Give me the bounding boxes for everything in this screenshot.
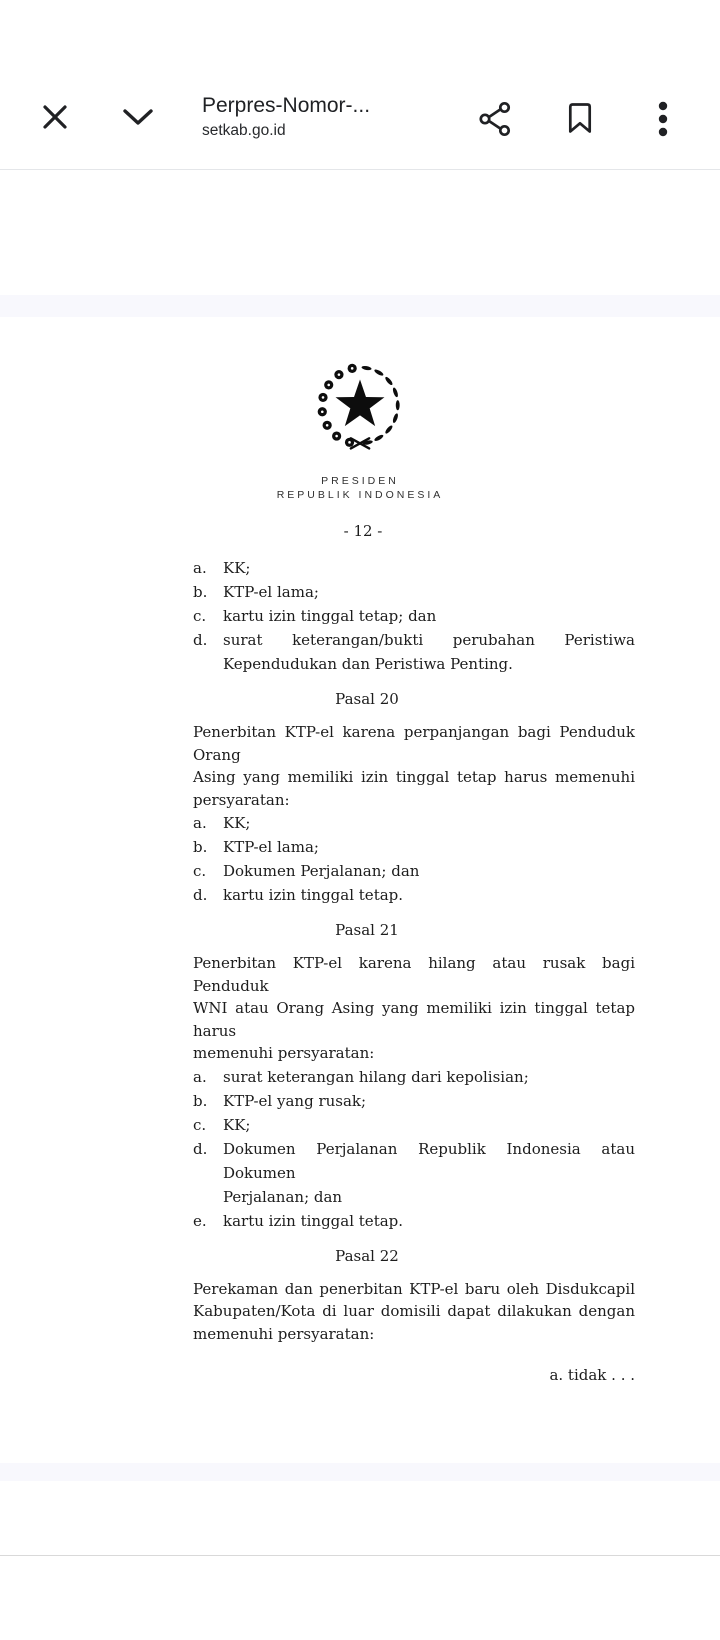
list-item-text [223, 1137, 635, 1209]
bottom-bar [0, 1555, 720, 1640]
bookmark-button[interactable] [561, 99, 599, 137]
list-item [193, 628, 635, 676]
list-item-text [223, 859, 635, 883]
text-line: KK; [223, 559, 251, 577]
list-item [193, 580, 635, 604]
text-line: Kabupaten/Kota di luar domisili dapat dilakukan dengan [193, 1302, 635, 1320]
list-item [193, 604, 635, 628]
letterhead [193, 361, 527, 502]
text-line: persyaratan: [193, 790, 290, 809]
list-item-text [223, 1089, 635, 1113]
page-number: - 12 - [343, 522, 383, 540]
list-item-label: a. [193, 1067, 207, 1086]
list-item-text [223, 1209, 635, 1233]
chevron-down-icon [122, 107, 154, 127]
share-button[interactable] [476, 100, 514, 138]
document-title: Perpres-Nomor-... [202, 94, 371, 117]
text-line: kartu izin tinggal tetap. [223, 1211, 404, 1230]
text-line: WNI atau Orang Asing yang memiliki izin tinggal tetap harus [193, 999, 635, 1040]
pasal-heading: Pasal 20 [335, 690, 399, 708]
document-title-block [202, 92, 452, 141]
list-item [193, 1089, 635, 1113]
share-icon [478, 101, 512, 137]
pdf-viewer-toolbar [0, 0, 720, 170]
list-item-text [223, 1065, 635, 1089]
text-line: KTP-el lama; [223, 583, 319, 601]
pdf-scroll-area[interactable] [0, 170, 720, 1640]
more-vert-icon [658, 101, 668, 137]
text-line: surat keterangan/bukti perubahan Peristiwa [223, 631, 635, 649]
list-item [193, 835, 635, 859]
close-icon [41, 103, 69, 131]
pasal-heading: Pasal 22 [335, 1246, 399, 1265]
text-line: memenuhi persyaratan: [193, 1044, 375, 1062]
list-item [193, 811, 635, 835]
pdf-page-11-partial[interactable] [0, 170, 720, 295]
list-item-label: a. [193, 559, 207, 577]
letterhead-line-1: PRESIDEN [321, 475, 399, 487]
collapse-button[interactable] [119, 98, 157, 136]
text-line: surat keterangan hilang dari kepolisian; [223, 1067, 529, 1086]
list-item-text [223, 628, 635, 676]
document-source-domain: setkab.go.id [202, 122, 286, 139]
list-item-label: b. [193, 583, 208, 601]
text-line: KTP-el lama; [223, 838, 319, 856]
list-item-text [223, 1113, 635, 1137]
list-item-label: d. [193, 886, 208, 904]
list-item-label: c. [193, 862, 207, 880]
pdf-page-12[interactable] [0, 317, 720, 1463]
list-item [193, 883, 635, 907]
list-item [193, 1113, 635, 1137]
bookmark-icon [567, 101, 593, 135]
pasal-heading: Pasal 21 [335, 921, 399, 939]
text-line: kartu izin tinggal tetap; dan [223, 607, 437, 625]
list-item [193, 1137, 635, 1209]
catchword: a. tidak . . . [549, 1366, 635, 1384]
list-item-text [223, 556, 635, 580]
document-paragraph [193, 1278, 635, 1346]
text-line: Dokumen Perjalanan Republik Indonesia atau Dokumen [223, 1139, 635, 1182]
list-item [193, 859, 635, 883]
list-item [193, 1209, 635, 1233]
text-line: KK; [223, 1115, 251, 1134]
list-item-text [223, 580, 635, 604]
list-item-text [223, 604, 635, 628]
text-line: Asing yang memiliki izin tinggal tetap harus memenuhi [193, 768, 635, 786]
text-line: Perjalanan; dan [223, 1187, 343, 1206]
presidential-seal-icon [314, 361, 406, 455]
list-item-label: d. [193, 631, 208, 649]
text-line: Penerbitan KTP-el karena hilang atau rusak bagi Penduduk [193, 954, 635, 995]
list-item-label: c. [193, 1115, 207, 1134]
list-item-label: b. [193, 838, 208, 856]
text-line: Penerbitan KTP-el karena perpanjangan bagi Penduduk Orang [193, 723, 635, 764]
document-paragraph [193, 952, 635, 1065]
text-line: kartu izin tinggal tetap. [223, 886, 404, 904]
letterhead-line-2: REPUBLIK INDONESIA [276, 489, 444, 501]
list-item-label: d. [193, 1139, 208, 1158]
text-line: KTP-el yang rusak; [223, 1091, 367, 1110]
list-item-label: b. [193, 1091, 208, 1110]
close-button[interactable] [36, 98, 74, 136]
list-item-text [223, 811, 635, 835]
list-item [193, 556, 635, 580]
document-paragraph [193, 721, 635, 811]
list-item-text [223, 883, 635, 907]
text-line: Kependudukan dan Peristiwa Penting. [223, 655, 513, 673]
list-item-text [223, 835, 635, 859]
list-item-label: c. [193, 607, 207, 625]
page-12-body [193, 556, 635, 1385]
text-line: Dokumen Perjalanan; dan [223, 862, 420, 880]
text-line: KK; [223, 814, 251, 832]
list-item-label: e. [193, 1211, 207, 1230]
list-item [193, 1065, 635, 1089]
text-line: Perekaman dan penerbitan KTP-el baru oleh Disdukcapil [193, 1279, 635, 1298]
list-item-label: a. [193, 814, 207, 832]
text-line: memenuhi persyaratan: [193, 1324, 375, 1343]
more-options-button[interactable] [644, 100, 682, 138]
